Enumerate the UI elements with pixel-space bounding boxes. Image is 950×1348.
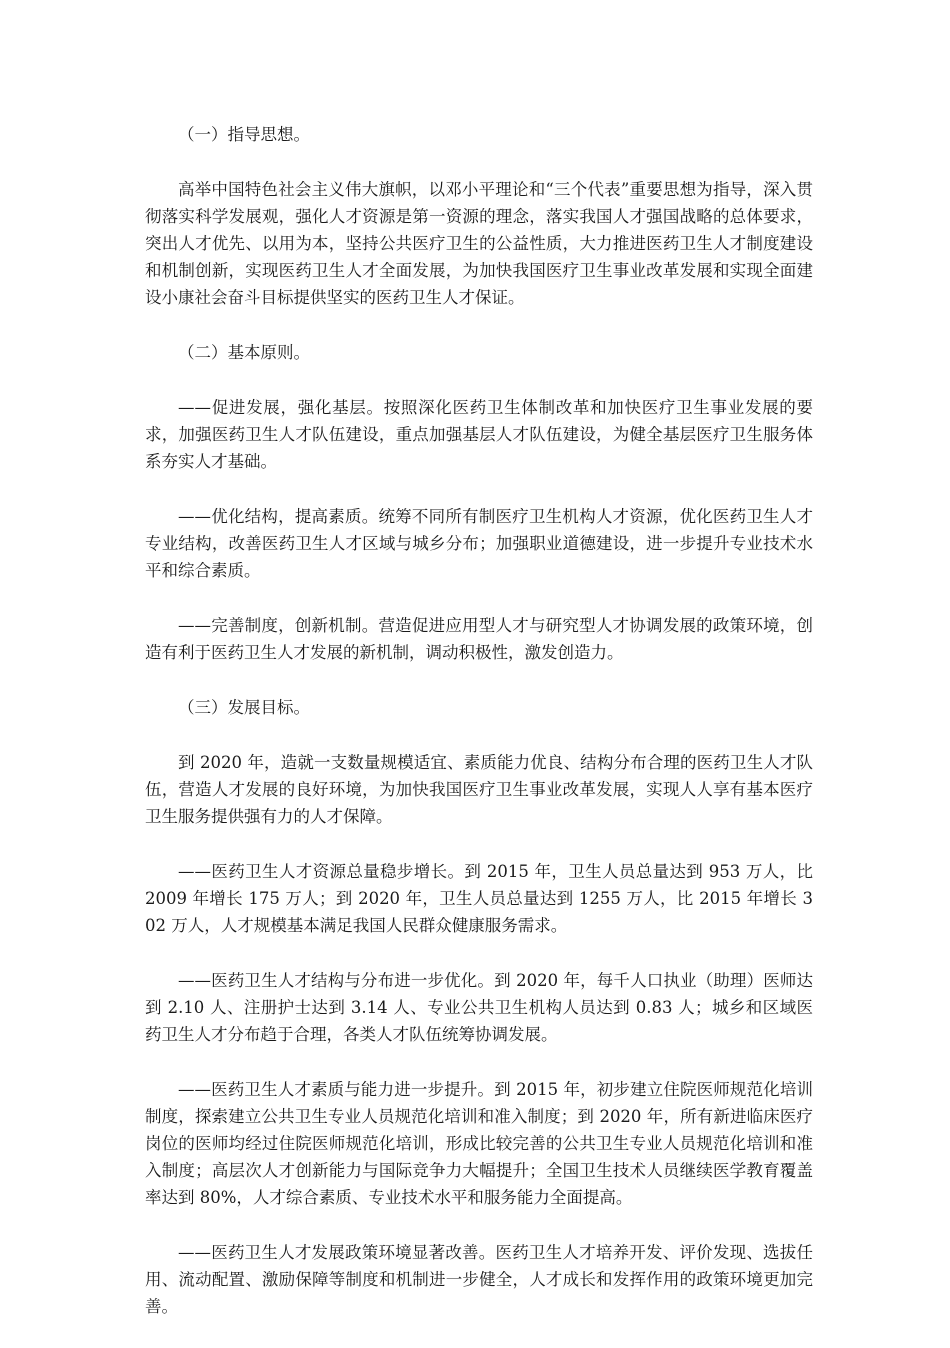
section-heading-basic-principles: （二）基本原则。: [178, 343, 310, 362]
document-body: [145, 121, 813, 1348]
paragraph-goal-structure: ——医药卫生人才结构与分布进一步优化。到 2020 年，每千人口执业（助理）医师达到 2.10 人、注册护士达到 3.14 人、专业公共卫生机构人员达到 0.83 人；城乡和区域医药卫生人才分布趋于合理，各类人才队伍统筹协调发展。: [145, 971, 813, 1044]
paragraph-goal-policy: ——医药卫生人才发展政策环境显著改善。医药卫生人才培养开发、评价发现、选拔任用、流动配置、激励保障等制度和机制进一步健全，人才成长和发挥作用的政策环境更加完善。: [145, 1243, 813, 1316]
paragraph-principle-structure: ——优化结构，提高素质。统筹不同所有制医疗卫生机构人才资源，优化医药卫生人才专业结构，改善医药卫生人才区域与城乡分布；加强职业道德建设，进一步提升专业技术水平和综合素质。: [145, 507, 813, 580]
paragraph-goal-total-growth: ——医药卫生人才资源总量稳步增长。到 2015 年，卫生人员总量达到 953 万人，比 2009 年增长 175 万人；到 2020 年，卫生人员总量达到 1255 万人，比 2015 年增长 302 万人，人才规模基本满足我国人民群众健康服务需求。: [145, 862, 813, 935]
section-heading-guiding-ideology: （一）指导思想。: [178, 125, 310, 144]
paragraph-goal-quality: ——医药卫生人才素质与能力进一步提升。到 2015 年，初步建立住院医师规范化培训制度，探索建立公共卫生专业人员规范化培训和准入制度；到 2020 年，所有新进临床医疗岗位的医师均经过住院医师规范化培训，形成比较完善的公共卫生专业人员规范化培训和准入制度；高层次人才创新能力与国际竞争力大幅提升；全国卫生技术人员继续医学教育覆盖率达到 80%，人才综合素质、专业技术水平和服务能力全面提高。: [145, 1080, 813, 1207]
section-heading-development-goals: （三）发展目标。: [178, 698, 310, 717]
paragraph-goal-overview: 到 2020 年，造就一支数量规模适宜、素质能力优良、结构分布合理的医药卫生人才队伍，营造人才发展的良好环境，为加快我国医疗卫生事业改革发展，实现人人享有基本医疗卫生服务提供强有力的人才保障。: [145, 753, 813, 826]
paragraph-guiding-ideology: 高举中国特色社会主义伟大旗帜，以邓小平理论和“三个代表”重要思想为指导，深入贯彻落实科学发展观，强化人才资源是第一资源的理念，落实我国人才强国战略的总体要求，突出人才优先、以用为本，坚持公共医疗卫生的公益性质，大力推进医药卫生人才制度建设和机制创新，实现医药卫生人才全面发展，为加快我国医疗卫生事业改革发展和实现全面建设小康社会奋斗目标提供坚实的医药卫生人才保证。: [145, 180, 813, 307]
paragraph-principle-development: ——促进发展，强化基层。按照深化医药卫生体制改革和加快医疗卫生事业发展的要求，加强医药卫生人才队伍建设，重点加强基层人才队伍建设，为健全基层医疗卫生服务体系夯实人才基础。: [145, 398, 813, 471]
paragraph-principle-institutions: ——完善制度，创新机制。营造促进应用型人才与研究型人才协调发展的政策环境，创造有利于医药卫生人才发展的新机制，调动积极性，激发创造力。: [145, 616, 813, 662]
